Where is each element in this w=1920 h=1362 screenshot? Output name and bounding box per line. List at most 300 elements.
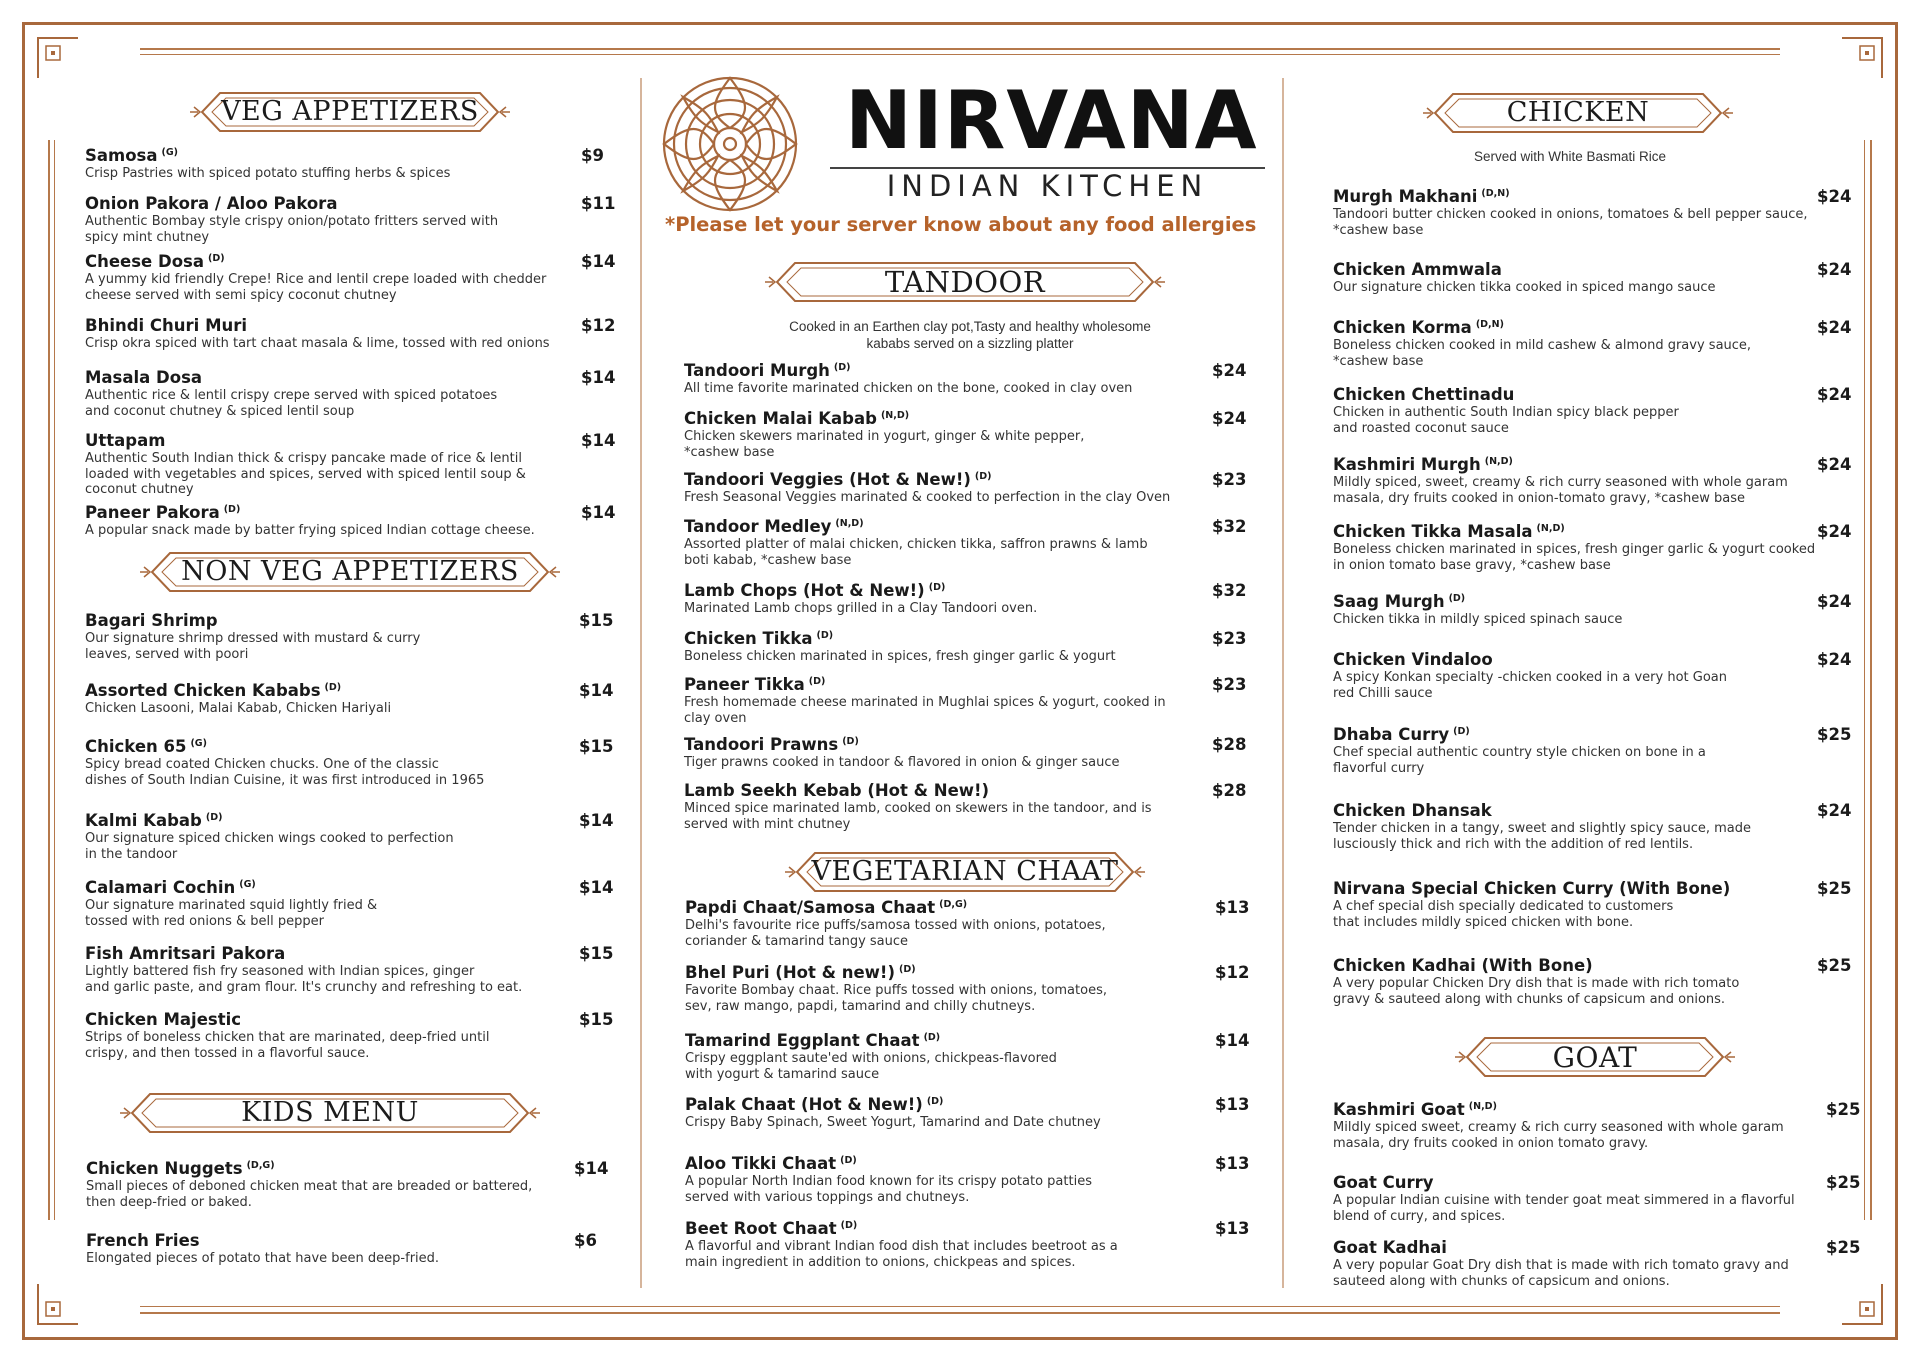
description-line: Authentic Bombay style crispy onion/potato fritters served with	[85, 214, 499, 229]
item-name	[685, 1031, 1205, 1050]
item-description	[1333, 542, 1823, 573]
description-line: main ingredient in addition to onions, chickpeas and spices.	[685, 1254, 1076, 1270]
item-name-text: Dhaba Curry	[1333, 725, 1450, 744]
item-name	[685, 963, 1205, 982]
item-name-text: Papdi Chaat/Samosa Chaat	[685, 898, 936, 917]
item-description	[684, 490, 1204, 506]
kids-menu-item	[86, 1159, 609, 1210]
description-line: Chef special authentic country style chicken on bone in a	[1333, 745, 1706, 760]
description-line: Boneless chicken cooked in mild cashew & almond gravy sauce,	[1333, 338, 1752, 353]
description-line: Chicken skewers marinated in yogurt, ginger & white pepper,	[684, 429, 1085, 444]
description-line: A chef special dish specially dedicated to customers	[1333, 899, 1674, 914]
goat-item	[1333, 1238, 1861, 1289]
item-description	[685, 1239, 1205, 1270]
item-name	[1333, 260, 1823, 279]
dietary-tag: (N,D)	[1536, 522, 1565, 534]
item-description	[1333, 670, 1823, 701]
non-veg-appetizer-item	[85, 811, 614, 862]
tandoor-item	[684, 675, 1247, 726]
item-name	[85, 1010, 565, 1029]
description-line: Mildly spiced, sweet, creamy & rich curry seasoned with whole garam	[1333, 475, 1788, 490]
non-veg-appetizer-item	[85, 737, 614, 788]
item-name	[85, 503, 565, 522]
item-name	[684, 470, 1204, 489]
veg-appetizers-title: VEG APPETIZERS	[221, 96, 479, 128]
goat-title: GOAT	[1552, 1040, 1638, 1074]
description-line: coconut chutney	[85, 482, 194, 497]
tandoor-item	[684, 470, 1247, 506]
chicken-item	[1333, 725, 1852, 776]
item-description	[1333, 745, 1823, 776]
item-description	[1333, 280, 1823, 296]
dietary-tag: (D)	[842, 735, 859, 747]
item-name-text: Chicken Chettinadu	[1333, 385, 1515, 404]
description-line: sauteed along with chunks of capsicum and onions.	[1333, 1273, 1670, 1289]
item-description	[86, 1251, 566, 1267]
item-description	[85, 523, 565, 539]
dietary-tag: (D,N)	[1475, 318, 1504, 330]
non-veg-appetizers-header	[140, 550, 560, 594]
item-name	[85, 316, 565, 335]
description-line: A yummy kid friendly Crepe! Rice and lentil crepe loaded with chedder	[85, 272, 547, 287]
dietary-tag: (D,N)	[1481, 187, 1510, 199]
description-line: Chicken tikka in mildly spiced spinach sauce	[1333, 612, 1623, 627]
description-line: Fresh Seasonal Veggies marinated & cooked to perfection in the clay Oven	[684, 490, 1171, 505]
goat-item	[1333, 1100, 1861, 1151]
item-name-text: Calamari Cochin	[85, 878, 236, 897]
item-name-text: Masala Dosa	[85, 368, 203, 387]
dietary-tag: (G)	[239, 878, 256, 890]
item-description	[1333, 976, 1823, 1007]
item-name	[85, 431, 565, 450]
description-line: spicy mint chutney	[85, 229, 210, 245]
description-line: clay oven	[684, 710, 747, 726]
chicken-item	[1333, 801, 1852, 852]
dietary-tag: (N,D)	[880, 409, 910, 421]
description-line: dishes of South Indian Cuisine, it was first introduced in 1965	[85, 772, 485, 788]
vegetarian-chaat-title: VEGETARIAN CHAAT	[811, 856, 1119, 888]
description-line: Tender chicken in a tangy, sweet and slightly spicy sauce, made	[1333, 821, 1751, 836]
item-description	[685, 1051, 1205, 1082]
veg-appetizer-item	[85, 368, 616, 419]
item-price: $32	[1212, 517, 1247, 536]
item-price: $24	[1817, 455, 1852, 474]
veg-appetizer-item	[85, 316, 616, 352]
item-price: $13	[1215, 1219, 1250, 1238]
item-name-text: Bhel Puri (Hot & new!)	[685, 963, 895, 982]
description-line: then deep-fried or baked.	[86, 1194, 252, 1210]
description-line: Crisp Pastries with spiced potato stuffing herbs & spices	[85, 166, 451, 181]
dietary-tag: (D)	[324, 681, 342, 693]
item-name	[85, 681, 565, 700]
item-name	[685, 1154, 1205, 1173]
kids-menu-item	[86, 1231, 597, 1267]
description-line: Tandoori butter chicken cooked in onions, tomatoes & bell pepper sauce,	[1333, 207, 1808, 222]
description-line: A very popular Goat Dry dish that is made with rich tomato gravy and	[1333, 1258, 1789, 1273]
item-price: $14	[579, 878, 614, 897]
veg-appetizer-item	[85, 252, 616, 303]
dietary-tag: (D)	[926, 1095, 944, 1107]
item-description	[684, 801, 1204, 832]
item-description	[85, 1030, 565, 1061]
item-description	[1333, 405, 1823, 436]
item-description	[1333, 338, 1823, 369]
dietary-tag: (D)	[205, 811, 223, 823]
item-name	[1333, 522, 1823, 541]
description-line: blend of curry, and spices.	[1333, 1208, 1506, 1224]
item-name-text: Bhindi Churi Muri	[85, 316, 248, 335]
item-price: $13	[1215, 1154, 1250, 1173]
description-line: Our signature chicken tikka cooked in spiced mango sauce	[1333, 280, 1716, 295]
description-line: cheese served with semi spicy coconut chutney	[85, 287, 397, 303]
description-line: red Chilli sauce	[1333, 685, 1433, 701]
item-name-text: Kalmi Kabab	[85, 811, 202, 830]
item-description	[1333, 207, 1823, 238]
item-name-text: Uttapam	[85, 431, 166, 450]
item-price: $25	[1826, 1173, 1861, 1192]
description-line: masala, dry fruits cooked in onion tomato gravy.	[1333, 1135, 1649, 1151]
description-line: Chicken Lasooni, Malai Kabab, Chicken Hariyali	[85, 701, 392, 716]
item-name-text: French Fries	[86, 1231, 200, 1250]
item-price: $25	[1826, 1238, 1861, 1257]
description-line: crispy, and then tossed in a flavorful sauce.	[85, 1045, 370, 1061]
chicken-item	[1333, 187, 1852, 238]
dietary-tag: (D)	[928, 581, 946, 593]
vegetarian-chaat-header	[785, 850, 1145, 894]
item-name	[1333, 187, 1823, 206]
vegetarian-chaat-item	[685, 1154, 1250, 1205]
item-name-text: Chicken Kadhai (With Bone)	[1333, 956, 1593, 975]
chicken-item	[1333, 455, 1852, 506]
item-name-text: Fish Amritsari Pakora	[85, 944, 286, 963]
tandoor-title: TANDOOR	[884, 264, 1046, 299]
veg-appetizer-item	[85, 146, 604, 182]
description-line: tossed with red onions & bell pepper	[85, 913, 325, 929]
item-name	[1333, 801, 1823, 820]
item-name-text: Tandoori Murgh	[684, 361, 830, 380]
chicken-item	[1333, 956, 1852, 1007]
item-description	[1333, 899, 1823, 930]
corner-ornament-tl-icon	[36, 36, 80, 80]
item-price: $23	[1212, 470, 1247, 489]
non-veg-appetizer-item	[85, 1010, 614, 1061]
description-line: Crisp okra spiced with tart chaat masala & lime, tossed with red onions	[85, 336, 550, 351]
dietary-tag: (D)	[840, 1154, 857, 1166]
chicken-header	[1423, 91, 1733, 135]
top-rule	[140, 48, 1780, 50]
item-price: $14	[574, 1159, 609, 1178]
bottom-rule-2	[140, 1306, 1780, 1307]
item-price: $24	[1212, 361, 1247, 380]
dietary-tag: (D)	[1453, 725, 1470, 737]
chicken-item	[1333, 879, 1852, 930]
item-name-text: Lamb Seekh Kebab (Hot & New!)	[684, 781, 990, 800]
item-description	[685, 1115, 1205, 1131]
right-rule-2	[1864, 140, 1865, 1220]
item-name-text: Chicken Malai Kabab	[684, 409, 877, 428]
item-name-text: Assorted Chicken Kababs	[85, 681, 321, 700]
description-line: coriander & tamarind tangy sauce	[685, 933, 909, 949]
tandoor-item	[684, 781, 1247, 832]
description-line: Tiger prawns cooked in tandoor & flavored in onion & ginger sauce	[684, 755, 1120, 770]
item-price: $25	[1817, 956, 1852, 975]
item-price: $14	[579, 811, 614, 830]
description-line: Small pieces of deboned chicken meat that are breaded or battered,	[86, 1179, 533, 1194]
veg-appetizers-header	[190, 90, 510, 134]
item-description	[1333, 821, 1823, 852]
item-name-text: Palak Chaat (Hot & New!)	[685, 1095, 923, 1114]
dietary-tag: (D)	[974, 470, 992, 482]
item-description	[684, 601, 1204, 617]
item-price: $12	[581, 316, 616, 335]
description-line: All time favorite marinated chicken on the bone, cooked in clay oven	[684, 381, 1133, 396]
description-line: with yogurt & tamarind sauce	[685, 1066, 880, 1082]
item-name	[684, 735, 1204, 754]
description-line: flavorful curry	[1333, 760, 1425, 776]
item-description	[85, 898, 565, 929]
non-veg-appetizer-item	[85, 611, 614, 662]
dietary-tag: (N,D)	[1468, 1100, 1497, 1112]
tandoor-header	[765, 260, 1165, 304]
description-line: Authentic South Indian thick & crispy pancake made of rice & lentil	[85, 451, 522, 466]
item-price: $14	[1215, 1031, 1250, 1050]
tandoor-item	[684, 361, 1247, 397]
item-description	[85, 272, 565, 303]
item-price: $14	[581, 503, 616, 522]
item-description	[684, 649, 1204, 665]
dietary-tag: (D)	[816, 629, 834, 641]
item-name	[85, 737, 565, 756]
item-description	[684, 537, 1204, 568]
dietary-tag: (G)	[161, 146, 178, 158]
item-price: $24	[1212, 409, 1247, 428]
dietary-tag: (D)	[223, 503, 241, 515]
item-name-text: Paneer Pakora	[85, 503, 220, 522]
item-price: $14	[581, 368, 616, 387]
item-description	[85, 214, 565, 245]
item-price: $14	[581, 431, 616, 450]
chicken-item	[1333, 318, 1852, 369]
item-name	[85, 811, 565, 830]
item-description	[1333, 612, 1823, 628]
item-name-text: Nirvana Special Chicken Curry (With Bone)	[1333, 879, 1731, 898]
item-price: $13	[1215, 1095, 1250, 1114]
item-name-text: Chicken Majestic	[85, 1010, 242, 1029]
description-line: that includes mildly spiced chicken with bone.	[1333, 914, 1634, 930]
item-description	[85, 166, 565, 182]
description-line: leaves, served with poori	[85, 646, 249, 662]
dietary-tag: (D)	[1448, 592, 1466, 604]
item-name	[684, 581, 1204, 600]
item-name-text: Aloo Tikki Chaat	[685, 1154, 837, 1173]
tandoor-item	[684, 581, 1247, 617]
item-description	[685, 918, 1205, 949]
item-description	[1333, 1258, 1823, 1289]
description-line: loaded with vegetables and spices, served with spiced lentil soup &	[85, 466, 526, 482]
description-line: and garlic paste, and gram flour. It's crunchy and refreshing to eat.	[85, 979, 523, 995]
item-name	[685, 1219, 1205, 1238]
dietary-tag: (N,D)	[835, 517, 864, 529]
description-line: Chicken in authentic South Indian spicy black pepper	[1333, 405, 1679, 420]
description-line: *cashew base	[1333, 353, 1424, 369]
dietary-tag: (N,D)	[1484, 455, 1513, 467]
description-line: Fresh homemade cheese marinated in Mughlai spices & yogurt, cooked in	[684, 695, 1166, 710]
item-name	[1333, 318, 1823, 337]
dietary-tag: (G)	[190, 737, 207, 749]
item-name-text: Tandoori Veggies (Hot & New!)	[684, 470, 971, 489]
item-name	[1333, 1100, 1823, 1119]
item-description	[1333, 1120, 1823, 1151]
description-line: A popular snack made by batter frying spiced Indian cottage cheese.	[85, 523, 535, 538]
corner-ornament-tr-icon	[1840, 36, 1884, 80]
bottom-rule	[140, 1312, 1780, 1314]
item-name-text: Cheese Dosa	[85, 252, 204, 271]
chicken-item	[1333, 650, 1852, 701]
item-description	[85, 831, 565, 862]
item-description	[684, 755, 1204, 771]
item-price: $6	[574, 1231, 597, 1250]
item-name	[685, 898, 1205, 917]
description-line: Minced spice marinated lamb, cooked on skewers in the tandoor, and is	[684, 801, 1152, 816]
item-description	[684, 695, 1204, 726]
item-description	[684, 429, 1204, 460]
vegetarian-chaat-item	[685, 963, 1250, 1014]
left-rule	[48, 140, 50, 1220]
dietary-tag: (D)	[833, 361, 851, 373]
item-name-text: Beet Root Chaat	[685, 1219, 837, 1238]
chicken-item	[1333, 385, 1852, 436]
description-line: Strips of boneless chicken that are marinated, deep-fried until	[85, 1030, 490, 1045]
non-veg-appetizer-item	[85, 878, 614, 929]
tandoor-item	[684, 409, 1247, 460]
item-description	[685, 983, 1205, 1014]
description-line: served with mint chutney	[684, 816, 851, 832]
item-price: $24	[1817, 650, 1852, 669]
item-name-text: Goat Kadhai	[1333, 1238, 1447, 1257]
item-description	[85, 336, 565, 352]
item-price: $28	[1212, 735, 1247, 754]
veg-appetizer-item	[85, 431, 616, 498]
corner-ornament-bl-icon	[36, 1282, 80, 1326]
description-line: Authentic rice & lentil crispy crepe served with spiced potatoes	[85, 388, 498, 403]
item-name	[1333, 879, 1823, 898]
description-line: Elongated pieces of potato that have been deep-fried.	[86, 1251, 440, 1266]
item-description	[684, 381, 1204, 397]
item-price: $24	[1817, 592, 1852, 611]
item-price: $15	[579, 737, 614, 756]
item-name	[85, 194, 565, 213]
item-name	[684, 517, 1204, 536]
item-name-text: Chicken Dhansak	[1333, 801, 1492, 820]
item-name	[684, 781, 1204, 800]
item-name	[86, 1159, 566, 1178]
item-price: $24	[1817, 187, 1852, 206]
item-price: $13	[1215, 898, 1250, 917]
item-price: $24	[1817, 801, 1852, 820]
item-name-text: Tandoor Medley	[684, 517, 832, 536]
brand-subtitle: INDIAN KITCHEN	[886, 169, 1209, 203]
vegetarian-chaat-item	[685, 1031, 1250, 1082]
description-line: Crispy eggplant saute'ed with onions, chickpeas-flavored	[685, 1051, 1057, 1066]
item-price: $14	[581, 252, 616, 271]
item-name-text: Chicken Tikka	[684, 629, 813, 648]
item-price: $15	[579, 944, 614, 963]
non-veg-appetizers-title: NON VEG APPETIZERS	[181, 556, 519, 588]
item-price: $15	[579, 611, 614, 630]
description-line: A popular Indian cuisine with tender goat meat simmered in a flavorful	[1333, 1193, 1795, 1208]
description-line: A spicy Konkan specialty -chicken cooked in a very hot Goan	[1333, 670, 1727, 685]
item-name-text: Chicken Korma	[1333, 318, 1472, 337]
goat-header	[1455, 1035, 1735, 1079]
item-name-text: Goat Curry	[1333, 1173, 1434, 1192]
item-price: $25	[1817, 879, 1852, 898]
item-name	[1333, 592, 1823, 611]
tandoor-note: Cooked in an Earthen clay pot,Tasty and healthy wholesome	[789, 319, 1151, 334]
item-price: $9	[581, 146, 604, 165]
item-description	[85, 451, 565, 498]
item-name	[85, 944, 565, 963]
dietary-tag: (D,G)	[246, 1159, 275, 1171]
item-name	[85, 368, 565, 387]
mandala-logo-icon	[660, 74, 800, 214]
description-line: A flavorful and vibrant Indian food dish that includes beetroot as a	[685, 1239, 1118, 1254]
item-name	[85, 252, 565, 271]
column-divider-left	[640, 78, 642, 1288]
vegetarian-chaat-item	[685, 898, 1250, 949]
item-name	[685, 1095, 1205, 1114]
description-line: gravy & sauteed along with chunks of capsicum and onions.	[1333, 991, 1726, 1007]
description-line: Marinated Lamb chops grilled in a Clay Tandoori oven.	[684, 601, 1038, 616]
dietary-tag: (D)	[840, 1219, 858, 1231]
item-name	[1333, 455, 1823, 474]
item-price: $25	[1817, 725, 1852, 744]
item-price: $28	[1212, 781, 1247, 800]
description-line: Our signature marinated squid lightly fried &	[85, 898, 378, 913]
item-description	[85, 757, 565, 788]
description-line: Boneless chicken marinated in spices, fresh ginger garlic & yogurt cooked	[1333, 542, 1816, 557]
allergy-notice: *Please let your server know about any food allergies	[665, 213, 1257, 236]
item-name-text: Chicken Nuggets	[86, 1159, 243, 1178]
veg-appetizer-item	[85, 503, 616, 539]
item-price: $11	[581, 194, 616, 213]
chicken-title: CHICKEN	[1506, 97, 1650, 129]
brand-name: NIRVANA	[845, 74, 1258, 167]
item-price: $23	[1212, 629, 1247, 648]
vegetarian-chaat-item	[685, 1095, 1250, 1131]
description-line: and coconut chutney & spiced lentil soup	[85, 403, 355, 419]
item-name-text: Lamb Chops (Hot & New!)	[684, 581, 925, 600]
item-description	[1333, 1193, 1823, 1224]
item-name	[85, 611, 565, 630]
description-line: sev, raw mango, papdi, tamarind and chilly chutneys.	[685, 998, 1036, 1014]
item-name	[684, 675, 1204, 694]
tandoor-item	[684, 629, 1247, 665]
item-name-text: Murgh Makhani	[1333, 187, 1478, 206]
item-name	[684, 409, 1204, 428]
non-veg-appetizer-item	[85, 944, 614, 995]
item-name-text: Kashmiri Goat	[1333, 1100, 1465, 1119]
top-rule-2	[140, 54, 1780, 55]
item-name	[1333, 1173, 1823, 1192]
description-line: Boneless chicken marinated in spices, fresh ginger garlic & yogurt	[684, 649, 1116, 664]
description-line: Mildly spiced sweet, creamy & rich curry seasoned with whole garam	[1333, 1120, 1784, 1135]
vegetarian-chaat-item	[685, 1219, 1250, 1270]
item-name-text: Chicken Ammwala	[1333, 260, 1502, 279]
chicken-note: Served with White Basmati Rice	[1473, 149, 1667, 164]
description-line: Spicy bread coated Chicken chucks. One of the classic	[85, 757, 439, 772]
description-line: and roasted coconut sauce	[1333, 420, 1509, 436]
kids-menu-title: KIDS MENU	[241, 1097, 419, 1129]
